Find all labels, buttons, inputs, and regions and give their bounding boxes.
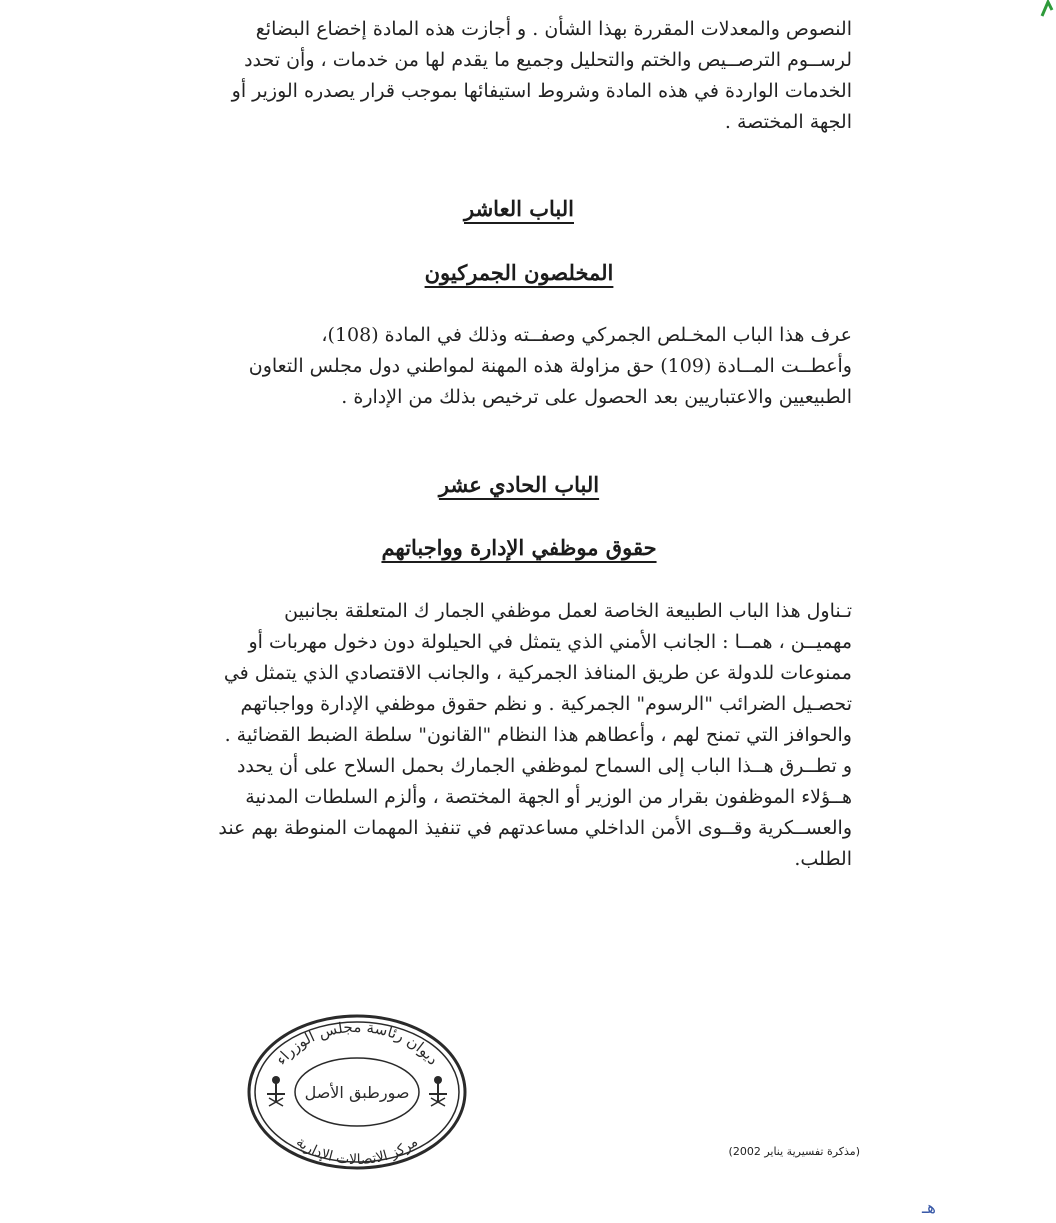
chapter11-subtitle <box>186 535 852 560</box>
text-line: ممنوعات للدولة عن طريق المنافذ الجمركية ، والجانب الاقتصادي الذي يتمثل في <box>223 662 852 684</box>
chapter11-subtitle-text: حقوق موظفي الإدارة وواجباتهم <box>381 535 657 560</box>
stamp-middle-text: صورطبق الأصل <box>304 1083 410 1102</box>
text-line: عرف هذا الباب المخـلص الجمركي وصفــته وذلك في المادة (108)، <box>321 324 852 346</box>
corner-mark-icon <box>1040 0 1054 18</box>
emblem-right-icon <box>429 1076 447 1106</box>
text-line: هــؤلاء الموظفون بقرار من الوزير أو الجهة المختصة ، وألزم السلطات المدنية <box>245 786 852 808</box>
page-mark: هـ <box>922 1198 936 1218</box>
chapter10-subtitle-text: المخلصون الجمركيون <box>424 260 614 285</box>
text-line: لرســوم الترصــيص والختم والتحليل وجميع ما يقدم لها من خدمات ، وأن تحدد <box>244 49 852 71</box>
text-line: النصوص والمعدلات المقررة بهذا الشأن . و أجازت هذه المادة إخضاع البضائع <box>255 18 852 40</box>
stamp-top-text: ديوان رئاسة مجلس الوزراء <box>271 1017 443 1069</box>
emblem-left-icon <box>267 1076 285 1106</box>
stamp-bottom-text: مركز الاتصالات الإدارية <box>292 1134 422 1169</box>
text-line: الطلب. <box>794 848 852 870</box>
text-line: الجهة المختصة . <box>724 111 852 133</box>
chapter11-paragraph <box>186 596 852 875</box>
text-line: الخدمات الواردة في هذه المادة وشروط استيفائها بموجب قرار يصدره الوزير أو <box>231 80 852 102</box>
text-line: وأعطــت المــادة (109) حق مزاولة هذه المهنة لمواطني دول مجلس التعاون <box>248 355 852 377</box>
official-stamp <box>245 1012 469 1172</box>
continuation-paragraph <box>186 14 852 138</box>
chapter11-title <box>186 472 852 497</box>
chapter10-paragraph <box>186 320 852 413</box>
text-line: و تطــرق هــذا الباب إلى السماح لموظفي الجمارك بحمل السلاح على أن يحدد <box>236 755 852 777</box>
chapter11-title-text: الباب الحادي عشر <box>438 472 600 497</box>
chapter10-title-text: الباب العاشر <box>464 196 574 221</box>
text-line: تحصـيل الضرائب "الرسوم" الجمركية . و نظم حقوق موظفي الإدارة وواجباتهم <box>240 693 852 715</box>
chapter10-title <box>186 196 852 221</box>
text-line: تـناول هذا الباب الطبيعة الخاصة لعمل موظفي الجمار ك المتعلقة بجانبين <box>284 600 852 622</box>
chapter10-subtitle <box>186 260 852 285</box>
text-line: والحوافز التي تمنح لهم ، وأعطاهم هذا النظام "القانون" سلطة الضبط القضائية . <box>224 724 852 746</box>
memo-note: (مذكرة تفسيرية يناير 2002) <box>728 1145 860 1158</box>
text-line: والعســكرية وقــوى الأمن الداخلي مساعدتهم في تنفيذ المهمات المنوطة بهم عند <box>218 817 852 839</box>
text-line: الطبيعيين والاعتباريين بعد الحصول على ترخيص بذلك من الإدارة . <box>341 386 852 408</box>
text-line: مهميــن ، همــا : الجانب الأمني الذي يتمثل في الحيلولة دون دخول مهربات أو <box>248 631 852 653</box>
